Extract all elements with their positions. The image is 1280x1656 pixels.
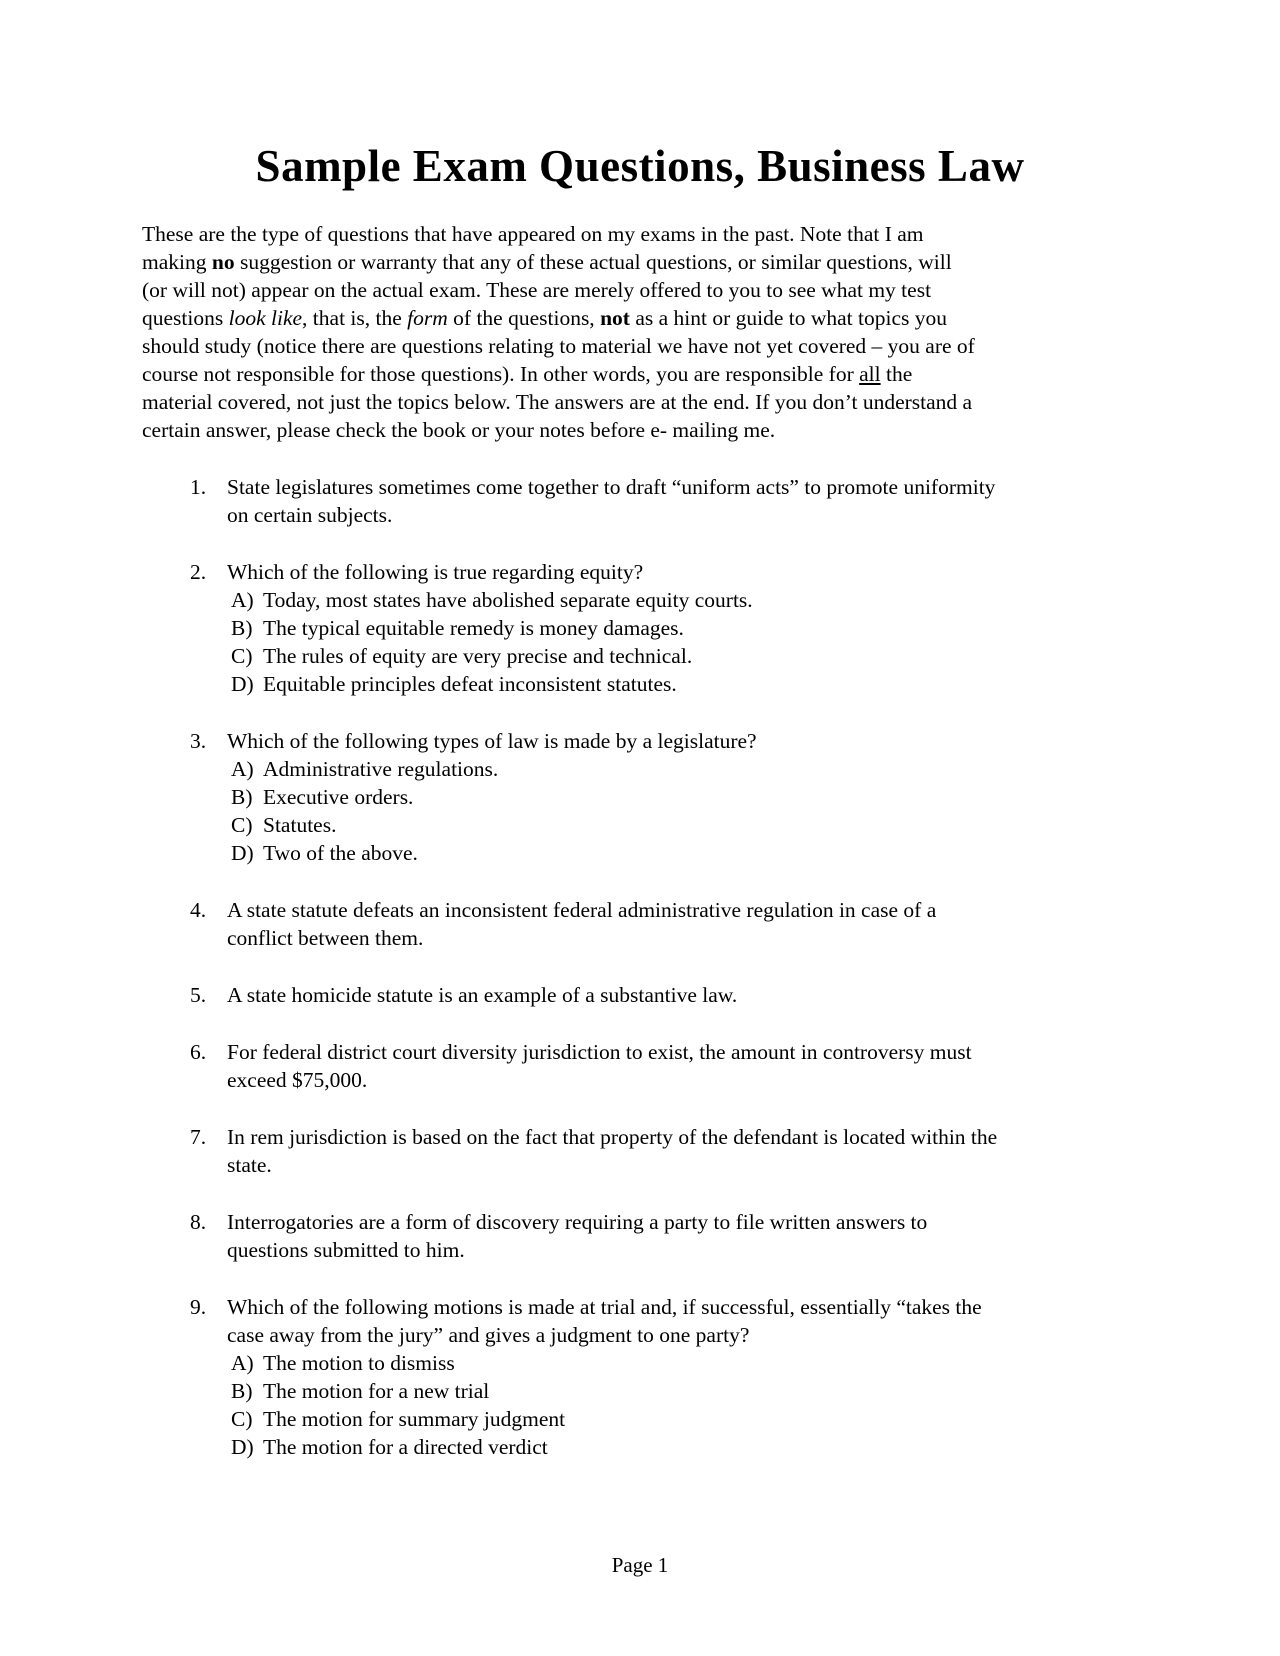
question-number: 8. [190, 1210, 207, 1234]
question-text-line: conflict between them. [227, 926, 424, 950]
option-text: The motion to dismiss [263, 1351, 455, 1375]
question-text-line: Which of the following motions is made at trial and, if successful, essentially “takes the [227, 1295, 982, 1319]
page-title: Sample Exam Questions, Business Law [255, 141, 1025, 191]
intro-paragraph [142, 220, 1147, 444]
question-text [227, 558, 1190, 586]
answer-option [227, 783, 1190, 811]
answer-option [227, 1405, 1190, 1433]
question-text-line: Which of the following is true regarding equity? [227, 560, 644, 584]
option-letter: C) [231, 813, 253, 837]
intro-segment: (or will not) appear on the actual exam. These are merely offered to you to see what my test [142, 278, 932, 302]
question-body [227, 1038, 1190, 1094]
question-body [227, 473, 1190, 529]
question-text-line: Interrogatories are a form of discovery requiring a party to file written answers to [227, 1210, 928, 1234]
option-letter: D) [231, 672, 254, 696]
answer-option [227, 755, 1190, 783]
option-text: The typical equitable remedy is money damages. [263, 616, 684, 640]
option-letter: D) [231, 1435, 254, 1459]
question-item [190, 473, 1190, 529]
question-text [227, 1208, 1190, 1264]
intro-segment: not [600, 306, 630, 330]
question-text-line: case away from the jury” and gives a judgment to one party? [227, 1323, 750, 1347]
intro-segment: form [407, 306, 448, 330]
question-number: 4. [190, 898, 207, 922]
question-item [190, 896, 1190, 952]
option-letter: B) [231, 616, 253, 640]
intro-segment: as a hint or guide to what topics you [629, 306, 948, 330]
option-text: Executive orders. [263, 785, 414, 809]
option-letter: B) [231, 785, 253, 809]
intro-segment: certain answer, please check the book or your notes before e- mailing me. [142, 418, 776, 442]
option-text: The motion for a directed verdict [263, 1435, 548, 1459]
question-body [227, 1208, 1190, 1264]
option-letter: A) [231, 588, 254, 612]
option-text: Two of the above. [263, 841, 418, 865]
answer-option [227, 1433, 1190, 1461]
answer-option [227, 586, 1190, 614]
question-number: 5. [190, 983, 207, 1007]
option-letter: A) [231, 1351, 254, 1375]
question-text-line: on certain subjects. [227, 503, 393, 527]
question-list [190, 473, 1190, 1461]
page-footer: Page 1 [611, 1553, 669, 1577]
question-text [227, 473, 1190, 529]
option-text: The motion for a new trial [263, 1379, 490, 1403]
answer-option [227, 811, 1190, 839]
question-item [190, 1123, 1190, 1179]
question-number: 7. [190, 1125, 207, 1149]
question-text-line: A state homicide statute is an example of a substantive law. [227, 983, 738, 1007]
question-item [190, 981, 1190, 1009]
answer-option [227, 670, 1190, 698]
intro-segment: making [142, 250, 212, 274]
option-text: Equitable principles defeat inconsistent statutes. [263, 672, 677, 696]
question-text-line: exceed $75,000. [227, 1068, 368, 1092]
question-text-line: A state statute defeats an inconsistent federal administrative regulation in case of a [227, 898, 937, 922]
question-item [190, 1038, 1190, 1094]
answer-option [227, 1377, 1190, 1405]
option-letter: A) [231, 757, 254, 781]
question-text-line: In rem jurisdiction is based on the fact that property of the defendant is located within the [227, 1125, 998, 1149]
question-text-line: Which of the following types of law is made by a legislature? [227, 729, 757, 753]
intro-segment: all [859, 362, 881, 386]
intro-segment: of the questions, [447, 306, 601, 330]
question-number: 3. [190, 729, 207, 753]
question-text [227, 1123, 1190, 1179]
question-item [190, 727, 1190, 867]
question-item [190, 558, 1190, 698]
question-body [227, 558, 1190, 698]
option-letter: C) [231, 644, 253, 668]
option-text: Today, most states have abolished separate equity courts. [263, 588, 753, 612]
question-text [227, 896, 1190, 952]
question-text-line: state. [227, 1153, 272, 1177]
question-number: 2. [190, 560, 207, 584]
intro-segment: , that is, the [302, 306, 408, 330]
option-letter: C) [231, 1407, 253, 1431]
question-text [227, 981, 1190, 1009]
answer-option [227, 614, 1190, 642]
question-text [227, 727, 1190, 755]
intro-segment: suggestion or warranty that any of these actual questions, or similar questions, will [234, 250, 952, 274]
question-body [227, 981, 1190, 1009]
question-text-line: State legislatures sometimes come together to draft “uniform acts” to promote uniformity [227, 475, 996, 499]
intro-segment: the [880, 362, 913, 386]
question-number: 6. [190, 1040, 207, 1064]
intro-segment: material covered, not just the topics below. The answers are at the end. If you don’t understand a [142, 390, 973, 414]
question-text-line: questions submitted to him. [227, 1238, 465, 1262]
answer-option [227, 839, 1190, 867]
intro-segment: questions [142, 306, 229, 330]
intro-segment: should study (notice there are questions relating to material we have not yet covered – you are of [142, 334, 975, 358]
question-body [227, 1123, 1190, 1179]
option-text: The rules of equity are very precise and technical. [263, 644, 693, 668]
option-text: The motion for summary judgment [263, 1407, 566, 1431]
question-number: 9. [190, 1295, 207, 1319]
intro-segment: look like [228, 306, 303, 330]
question-body [227, 727, 1190, 867]
question-number: 1. [190, 475, 207, 499]
option-letter: D) [231, 841, 254, 865]
question-item [190, 1208, 1190, 1264]
intro-segment: no [211, 250, 235, 274]
option-text: Administrative regulations. [263, 757, 499, 781]
question-body [227, 1293, 1190, 1461]
question-text [227, 1038, 1190, 1094]
intro-segment: course not responsible for those questions). In other words, you are responsible for [142, 362, 860, 386]
option-letter: B) [231, 1379, 253, 1403]
question-text-line: For federal district court diversity jurisdiction to exist, the amount in controversy must [227, 1040, 972, 1064]
option-text: Statutes. [263, 813, 337, 837]
question-text [227, 1293, 1190, 1349]
answer-option [227, 642, 1190, 670]
question-body [227, 896, 1190, 952]
intro-segment: These are the type of questions that have appeared on my exams in the past. Note that I am [142, 222, 924, 246]
answer-option [227, 1349, 1190, 1377]
question-item [190, 1293, 1190, 1461]
